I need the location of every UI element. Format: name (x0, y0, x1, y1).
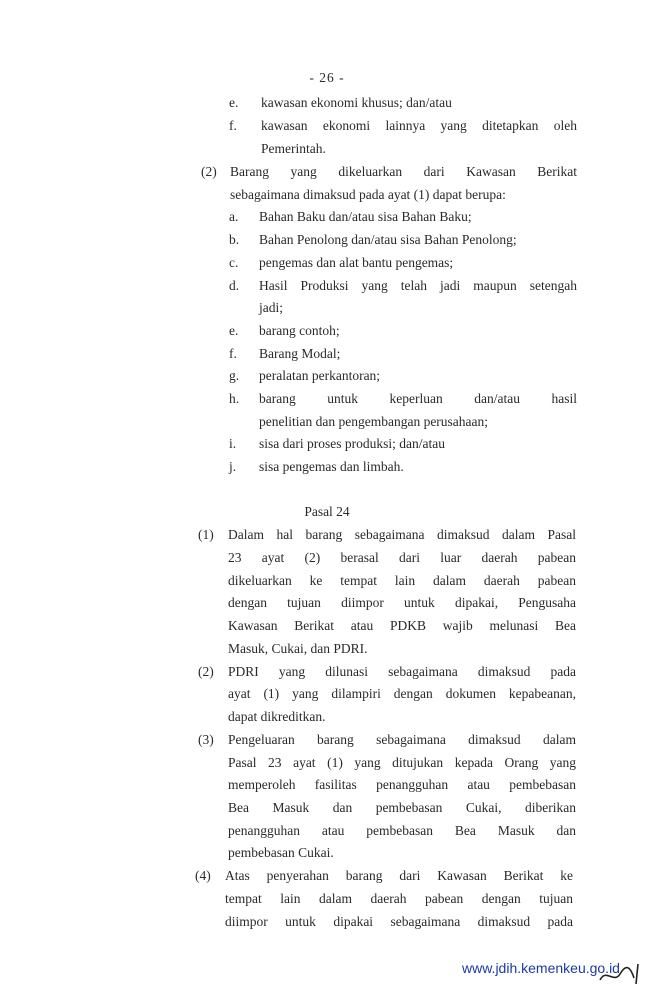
ayat-2-item-d-line-2: jadi; (259, 300, 283, 315)
pasal-ayat-4-line-2: tempat lain dalam daerah pabean dengan tujuan (225, 891, 573, 906)
pasal-ayat-2-number: (2) (198, 664, 214, 679)
ayat-2-letter-h: h. (229, 391, 240, 406)
footer-url-link[interactable]: www.jdih.kemenkeu.go.id (462, 960, 620, 976)
pasal-ayat-1-line-4: dengan tujuan diimpor untuk dipakai, Pengusaha (228, 595, 576, 610)
pasal-ayat-3-line-1: Pengeluaran barang sebagaimana dimaksud dalam (228, 732, 576, 747)
pasal-title: Pasal 24 (304, 504, 350, 519)
pasal-ayat-2-line-1: PDRI yang dilunasi sebagaimana dimaksud pada (228, 664, 576, 679)
pasal-ayat-4-number: (4) (195, 868, 211, 883)
list-item-f-line-2: Pemerintah. (261, 141, 326, 156)
list-item-f-line-1: kawasan ekonomi lainnya yang ditetapkan oleh (261, 118, 577, 133)
ayat-2-item-j: sisa pengemas dan limbah. (259, 459, 404, 474)
pasal-ayat-1-line-3: dikeluarkan ke tempat lain dalam daerah pabean (228, 573, 576, 588)
ayat-2-letter-f: f. (229, 346, 237, 361)
pasal-ayat-4-line-3: diimpor untuk dipakai sebagaimana dimaksud pada (225, 914, 573, 929)
pasal-ayat-1-line-5: Kawasan Berikat atau PDKB wajib melunasi Bea (228, 618, 576, 633)
ayat-2-letter-c: c. (229, 255, 239, 270)
pasal-ayat-1-line-2: 23 ayat (2) berasal dari luar daerah pabean (228, 550, 576, 565)
pasal-ayat-1-number: (1) (198, 527, 214, 542)
pasal-ayat-1-line-6: Masuk, Cukai, dan PDRI. (228, 641, 368, 656)
pasal-ayat-4-line-1: Atas penyerahan barang dari Kawasan Berikat ke (225, 868, 573, 883)
ayat-2-line-2: sebagaimana dimaksud pada ayat (1) dapat berupa: (230, 187, 506, 202)
ayat-2-letter-e: e. (229, 323, 239, 338)
ayat-2-letter-i: i. (229, 436, 237, 451)
ayat-2-item-d-line-1: Hasil Produksi yang telah jadi maupun setengah (259, 278, 577, 293)
pasal-ayat-3-line-5: penangguhan atau pembebasan Bea Masuk dan (228, 823, 576, 838)
ayat-2-letter-g: g. (229, 368, 240, 383)
list-item-e-line-1: kawasan ekonomi khusus; dan/atau (261, 95, 452, 110)
pasal-ayat-3-number: (3) (198, 732, 214, 747)
ayat-2-item-f: Barang Modal; (259, 346, 341, 361)
list-letter-e: e. (229, 95, 239, 110)
ayat-2-item-c: pengemas dan alat bantu pengemas; (259, 255, 454, 270)
pasal-ayat-3-line-3: memperoleh fasilitas penangguhan atau pembebasan (228, 777, 576, 792)
page-number: - 26 - (309, 70, 345, 85)
ayat-2-item-g: peralatan perkantoran; (259, 368, 381, 383)
pasal-ayat-3-line-2: Pasal 23 ayat (1) yang ditujukan kepada Orang yang (228, 755, 576, 770)
pasal-ayat-1-line-1: Dalam hal barang sebagaimana dimaksud dalam Pasal (228, 527, 576, 542)
ayat-2-letter-a: a. (229, 209, 239, 224)
ayat-2-item-h-line-1: barang untuk keperluan dan/atau hasil (259, 391, 577, 406)
ayat-2-item-e: barang contoh; (259, 323, 340, 338)
pasal-ayat-2-line-3: dapat dikreditkan. (228, 709, 326, 724)
pasal-ayat-2-line-2: ayat (1) yang dilampiri dengan dokumen kepabeanan, (228, 686, 576, 701)
ayat-2-letter-j: j. (229, 459, 237, 474)
pasal-ayat-3-line-4: Bea Masuk dan pembebasan Cukai, diberikan (228, 800, 576, 815)
ayat-2-number: (2) (201, 164, 217, 179)
ayat-2-letter-b: b. (229, 232, 240, 247)
ayat-2-item-h-line-2: penelitian dan pengembangan perusahaan; (259, 414, 489, 429)
list-letter-f: f. (229, 118, 237, 133)
ayat-2-item-b: Bahan Penolong dan/atau sisa Bahan Penolong; (259, 232, 517, 247)
ayat-2-letter-d: d. (229, 278, 240, 293)
ayat-2-item-a: Bahan Baku dan/atau sisa Bahan Baku; (259, 209, 472, 224)
signature-mark (596, 958, 644, 986)
ayat-2-line-1: Barang yang dikeluarkan dari Kawasan Berikat (230, 164, 577, 179)
ayat-2-item-i: sisa dari proses produksi; dan/atau (259, 436, 445, 451)
pasal-ayat-3-line-6: pembebasan Cukai. (228, 845, 334, 860)
